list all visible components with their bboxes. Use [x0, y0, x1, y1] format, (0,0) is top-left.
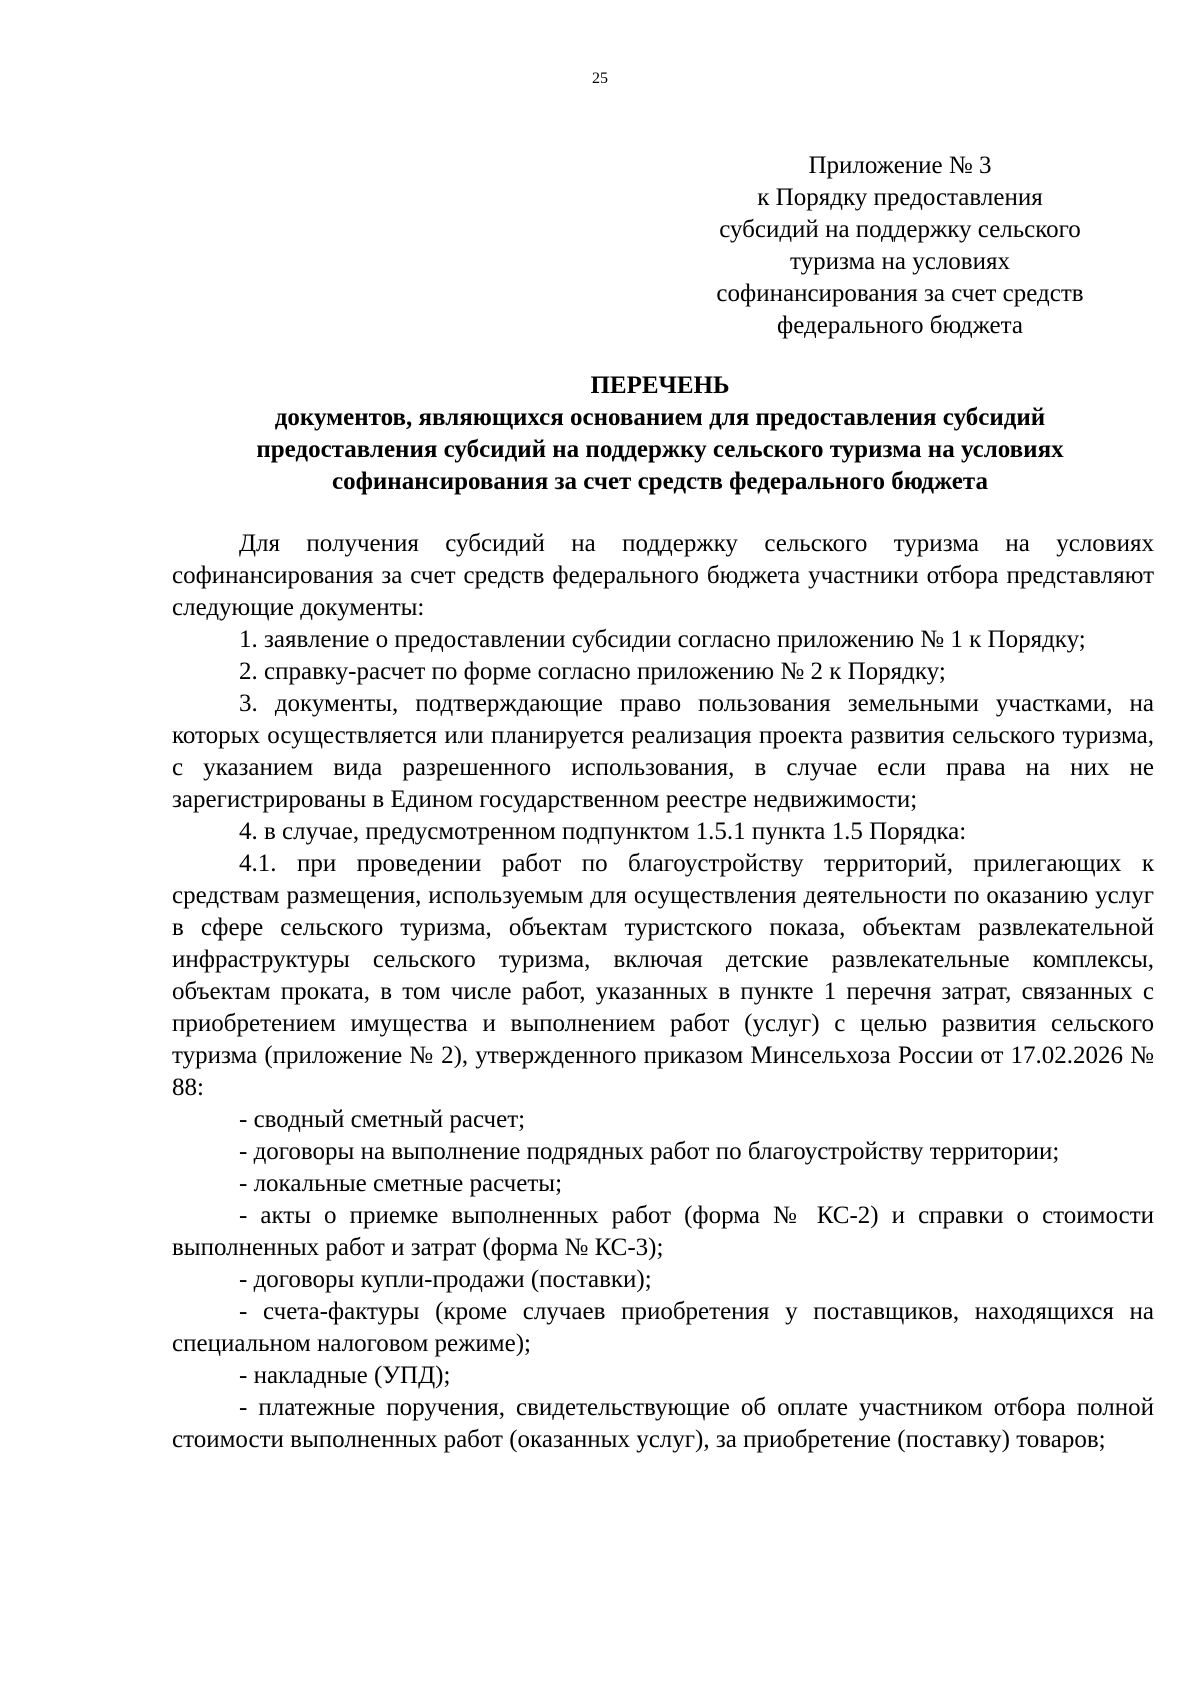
dash-item: - сводный сметный расчет;: [239, 1106, 526, 1133]
dash-item: - счета-фактуры (кроме случаев приобретения у поставщиков, находящихся на специальном налоговом режиме);: [172, 1298, 1154, 1357]
dash-item: - договоры на выполнение подрядных работ по благоустройству территории;: [239, 1138, 1060, 1165]
list-item: 1. заявление о предоставлении субсидии согласно приложению № 1 к Порядку;: [239, 626, 1086, 653]
appendix-line: к Порядку предоставления: [757, 184, 1043, 211]
document-heading: [160, 370, 1160, 498]
list-item: 3. документы, подтверждающие право пользования земельными участками, на которых осуществляется или планируется реализация проекта развития сельского туризма, с указанием вида разрешенного использования, в случае если права на них не зарегистрированы в Едином государственном реестре недвижимости;: [172, 690, 1154, 813]
list-item: 4. в случае, предусмотренном подпунктом 1.5.1 пункта 1.5 Порядка:: [239, 818, 967, 845]
appendix-line: федерального бюджета: [777, 312, 1023, 339]
dash-item: - локальные сметные расчеты;: [239, 1170, 563, 1197]
heading-title: ПЕРЕЧЕНЬ: [590, 372, 730, 399]
list-item: 4.1. при проведении работ по благоустройству территорий, прилегающих к средствам размещения, используемым для осуществления деятельности по оказанию услуг в сфере сельского туризма, объектам туристского показа, объектам развлекательной инфраструктуры сельского туризма, включая детские развлекательные комплексы, объектам проката, в том числе работ, указанных в пункте 1 перечня затрат, связанных с приобретением имущества и выполнением работ (услуг) с целью развития сельского туризма (приложение № 2), утвержденного приказом Минсельхоза России от 17.02.2026 № 88:: [172, 850, 1154, 1101]
dash-item: - накладные (УПД);: [239, 1362, 451, 1389]
dash-item: - договоры купли-продажи (поставки);: [239, 1266, 652, 1293]
dash-item: - платежные поручения, свидетельствующие об оплате участником отбора полной стоимости выполненных работ (оказанных услуг), за приобретение (поставку) товаров;: [172, 1394, 1154, 1453]
heading-line: предоставления субсидий на поддержку сельского туризма на условиях: [256, 436, 1064, 463]
heading-line: софинансирования за счет средств федерального бюджета: [332, 468, 988, 495]
appendix-line: субсидий на поддержку сельского: [719, 216, 1081, 243]
intro-paragraph: Для получения субсидий на поддержку сельского туризма на условиях софинансирования за счет средств федерального бюджета участники отбора представляют следующие документы:: [172, 530, 1154, 621]
document-body: [172, 528, 1154, 1456]
heading-line: документов, являющихся основанием для предоставления субсидий: [274, 404, 1046, 431]
appendix-line: туризма на условиях: [790, 248, 1010, 275]
page-number: 25: [592, 70, 608, 87]
appendix-line: софинансирования за счет средств: [716, 280, 1084, 307]
appendix-block: [685, 150, 1115, 342]
dash-item: - акты о приемке выполненных работ (форма № КС-2) и справки о стоимости выполненных работ и затрат (форма № КС-3);: [172, 1202, 1154, 1261]
list-item: 2. справку-расчет по форме согласно приложению № 2 к Порядку;: [239, 658, 946, 685]
appendix-line: Приложение № 3: [808, 152, 992, 179]
